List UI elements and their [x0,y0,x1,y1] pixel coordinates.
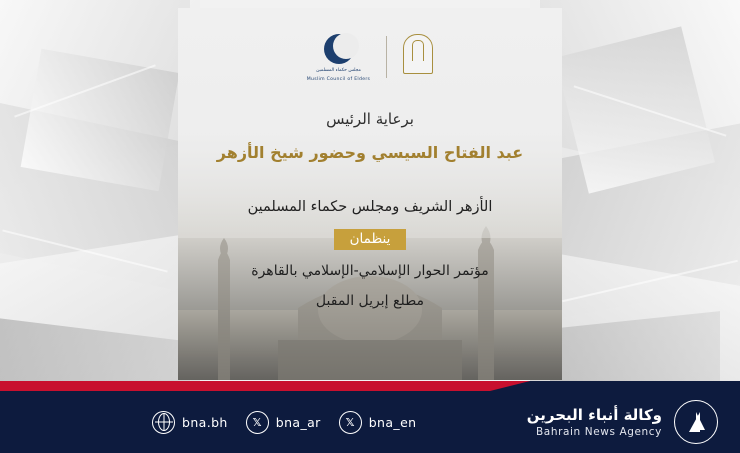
muslim-council-of-elders-logo [307,34,370,82]
president-line: عبد الفتاح السيسي وحضور شيخ الأزهر [216,143,524,163]
footer-content [0,391,740,453]
poster-logos [178,34,562,82]
date-line: مطلع إبريل المقبل [315,293,425,310]
background-facet-left-accent [21,49,180,191]
x-twitter-icon: 𝕏 [246,411,269,434]
logo-divider [386,36,387,78]
bna-name-ar: وكالة أنباء البحرين [526,405,662,424]
crescent-icon [324,34,354,64]
announcement-poster [178,8,562,380]
social-link-x-english[interactable] [339,411,417,434]
social-label-website: bna.bh [182,414,228,430]
mosque-gate-icon [403,34,433,74]
social-label-x-arabic: bna_ar [275,414,321,430]
organizers-line: الأزهر الشريف ومجلس حكماء المسلمين [247,199,493,216]
verb-highlight-wrap [178,228,562,250]
poster-text-block [178,108,562,313]
social-link-x-arabic[interactable] [246,411,321,434]
footer-accent-stripe [0,381,740,391]
bna-brand [527,400,718,444]
council-caption-ar: مجلس حكماء المسلمين [316,68,361,73]
bna-brand-text [527,405,662,439]
patron-line: برعاية الرئيس [326,110,414,128]
conference-line: مؤتمر الحوار الإسلامي-الإسلامي بالقاهرة [251,262,489,279]
social-link-website[interactable] [152,411,228,434]
footer-social-links [152,411,417,434]
al-azhar-logo [403,34,433,74]
bna-footer-bar [0,381,740,453]
council-caption-en: Muslim Council of Elders [306,77,371,82]
verb-highlight: ينظمان [334,229,407,250]
social-label-x-english: bna_en [368,414,417,430]
bna-name-en: Bahrain News Agency [535,426,662,439]
x-twitter-icon: 𝕏 [339,411,362,434]
globe-icon [152,411,175,434]
bna-emblem-icon [674,400,718,444]
